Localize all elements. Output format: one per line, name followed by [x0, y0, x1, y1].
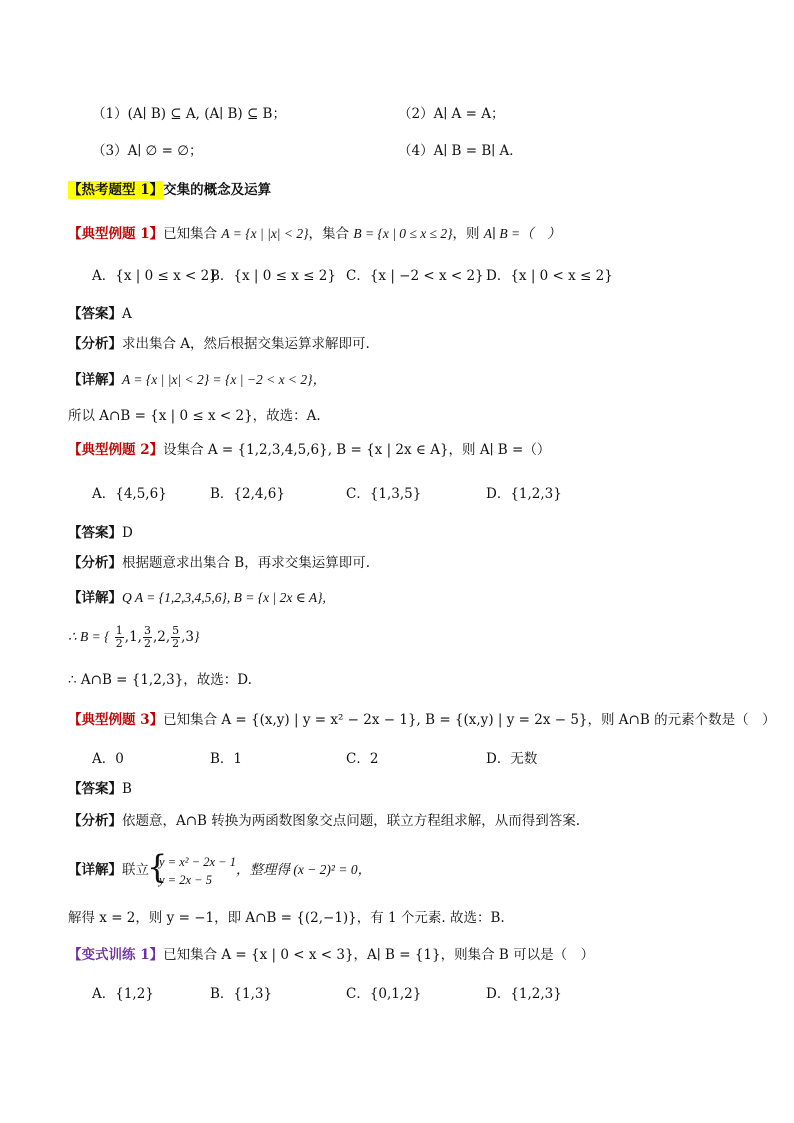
- example-2-answer-tag: 【答案】: [68, 525, 122, 541]
- example-2-option-a[interactable]: A．{4,5,6}: [92, 486, 167, 502]
- example-2-fraction-open: ∴ B = {: [68, 629, 110, 644]
- example-2-analysis: [68, 553, 370, 573]
- fraction-1-num: 1: [115, 624, 123, 637]
- example-1-answer-tag: 【答案】: [68, 306, 122, 322]
- example-1-tag: 【典型例题 1】: [68, 226, 164, 242]
- equation-system: [149, 853, 236, 889]
- equation-1: { y = x² − 2x − 1: [159, 854, 236, 869]
- example-2-fraction-close: }: [194, 629, 200, 644]
- example-3-analysis: [68, 811, 580, 831]
- example-3-option-c[interactable]: C．2: [346, 751, 379, 767]
- example-2-option-d[interactable]: D．{1,2,3}: [486, 486, 562, 502]
- fraction-3: [171, 625, 180, 650]
- variant-1-option-a[interactable]: A．{1,2}: [92, 986, 154, 1002]
- example-3-tag: 【典型例题 3】: [68, 712, 164, 728]
- example-2-stem: [68, 440, 550, 460]
- example-1-ask: A∣ B =（ ）: [483, 226, 561, 241]
- equation-2: y = 2x − 5: [159, 872, 212, 887]
- property-3: （3）A∣ ∅ = ∅；: [92, 143, 203, 159]
- fraction-1-den: 2: [115, 637, 123, 650]
- variant-1-stem: [68, 945, 594, 965]
- fraction-2-num: 3: [143, 624, 151, 637]
- example-3-analysis-tag: 【分析】: [68, 813, 122, 829]
- example-1-set-a: A = {x | |x| < 2}: [221, 226, 309, 241]
- example-3-option-a[interactable]: A．0: [92, 751, 124, 767]
- example-3-detail-post: ，整理得 (x − 2)² = 0，: [235, 862, 372, 877]
- example-1-stem: [68, 224, 561, 244]
- fraction-2: [143, 625, 152, 650]
- example-3-conclusion: 解得 x = 2，则 y = −1，即 A∩B = {(2,−1)}，有 1 个元素. 故选：B.: [68, 910, 505, 926]
- property-2: （2）A∣ A = A；: [398, 106, 505, 122]
- example-1-option-a[interactable]: A．{x | 0 ≤ x < 2}: [92, 268, 218, 284]
- property-4: （4）A∣ B = B∣ A．: [398, 143, 523, 159]
- example-1-text-c: ，则: [452, 226, 484, 242]
- example-1-detail-text: A = {x | |x| < 2} = {x | −2 < x < 2}，: [122, 372, 327, 387]
- example-3-detail-tag: 【详解】: [68, 862, 122, 878]
- example-2-detail-text: Q A = {1,2,3,4,5,6}, B = {x | 2x ∈ A},: [122, 590, 326, 605]
- example-3-analysis-text: 依题意，A∩B 转换为两函数图象交点问题，联立方程组求解，从而得到答案.: [122, 813, 581, 829]
- example-1-text-a: 已知集合: [163, 226, 222, 242]
- example-2-text: 设集合 A = {1,2,3,4,5,6}, B = {x | 2x ∈ A}，则 A∣ B =（）: [163, 442, 551, 458]
- example-2-analysis-text: 根据题意求出集合 B，再求交集运算即可.: [122, 555, 371, 571]
- fraction-3-den: 2: [172, 637, 180, 650]
- example-2-option-b[interactable]: B．{2,4,6}: [210, 486, 285, 502]
- example-2-conclusion: ∴ A∩B = {1,2,3}，故选：D.: [68, 672, 252, 688]
- example-1-analysis: [68, 334, 370, 354]
- example-1-answer-value: A: [122, 306, 132, 322]
- fraction-2-den: 2: [143, 637, 151, 650]
- example-3-answer: [68, 779, 132, 799]
- example-2-analysis-tag: 【分析】: [68, 555, 122, 571]
- example-1-answer: [68, 304, 132, 324]
- example-1-option-c[interactable]: C．{x | −2 < x < 2}: [346, 268, 484, 284]
- variant-1-option-c[interactable]: C．{0,1,2}: [346, 986, 422, 1002]
- variant-1-option-b[interactable]: B．{1,3}: [210, 986, 273, 1002]
- example-3-text: 已知集合 A = {(x,y) | y = x² − 2x − 1}, B = {(x,y) | y = 2x − 5}，则 A∩B 的元素个数是（ ）: [163, 712, 776, 728]
- fraction-1: [115, 625, 124, 650]
- example-3-option-d[interactable]: D．无数: [486, 751, 538, 767]
- example-2-tag: 【典型例题 2】: [68, 442, 164, 458]
- example-1-option-d[interactable]: D．{x | 0 < x ≤ 2}: [486, 268, 613, 284]
- example-2-detail-tag: 【详解】: [68, 590, 122, 606]
- example-3-option-b[interactable]: B．1: [210, 751, 243, 767]
- variant-1-option-d[interactable]: D．{1,2,3}: [486, 986, 562, 1002]
- example-3-answer-tag: 【答案】: [68, 781, 122, 797]
- example-1-detail: [68, 370, 326, 390]
- example-1-detail-tag: 【详解】: [68, 372, 122, 388]
- example-1-option-b[interactable]: B．{x | 0 ≤ x ≤ 2}: [210, 268, 336, 284]
- variant-1-text: 已知集合 A = {x | 0 < x < 3}，A∣ B = {1}，则集合 B 可以是（ ）: [163, 947, 595, 963]
- example-2-fraction-line: ∴ B = { $\frac{1}{2}$ ,1, $\frac{3}{2}$ ,2, $\frac{5}{2}$ ,3}: [68, 624, 200, 650]
- example-1-analysis-text: 求出集合 A，然后根据交集运算求解即可.: [122, 336, 370, 352]
- fraction-3-num: 5: [172, 624, 180, 637]
- example-3-answer-value: B: [122, 781, 132, 797]
- example-1-conclusion: 所以 A∩B = {x | 0 ≤ x < 2}，故选：A.: [68, 408, 321, 424]
- example-2-answer-value: D: [122, 525, 133, 541]
- example-2-detail: [68, 588, 326, 608]
- section-tag: 【热考题型 1】: [68, 182, 164, 198]
- property-1: （1）(A∣ B) ⊆ A, (A∣ B) ⊆ B；: [92, 106, 286, 122]
- section-header: [68, 180, 271, 200]
- example-2-answer: [68, 523, 133, 543]
- example-3-detail-pre: 联立: [122, 862, 149, 878]
- variant-1-tag: 【变式训练 1】: [68, 947, 164, 963]
- example-2-option-c[interactable]: C．{1,3,5}: [346, 486, 422, 502]
- example-3-stem: [68, 710, 776, 730]
- section-title: 交集的概念及运算: [163, 182, 272, 198]
- example-1-analysis-tag: 【分析】: [68, 336, 122, 352]
- example-1-set-b: B = {x | 0 ≤ x ≤ 2}: [353, 226, 453, 241]
- example-1-text-b: ，集合: [308, 226, 354, 242]
- example-3-detail: [68, 850, 371, 890]
